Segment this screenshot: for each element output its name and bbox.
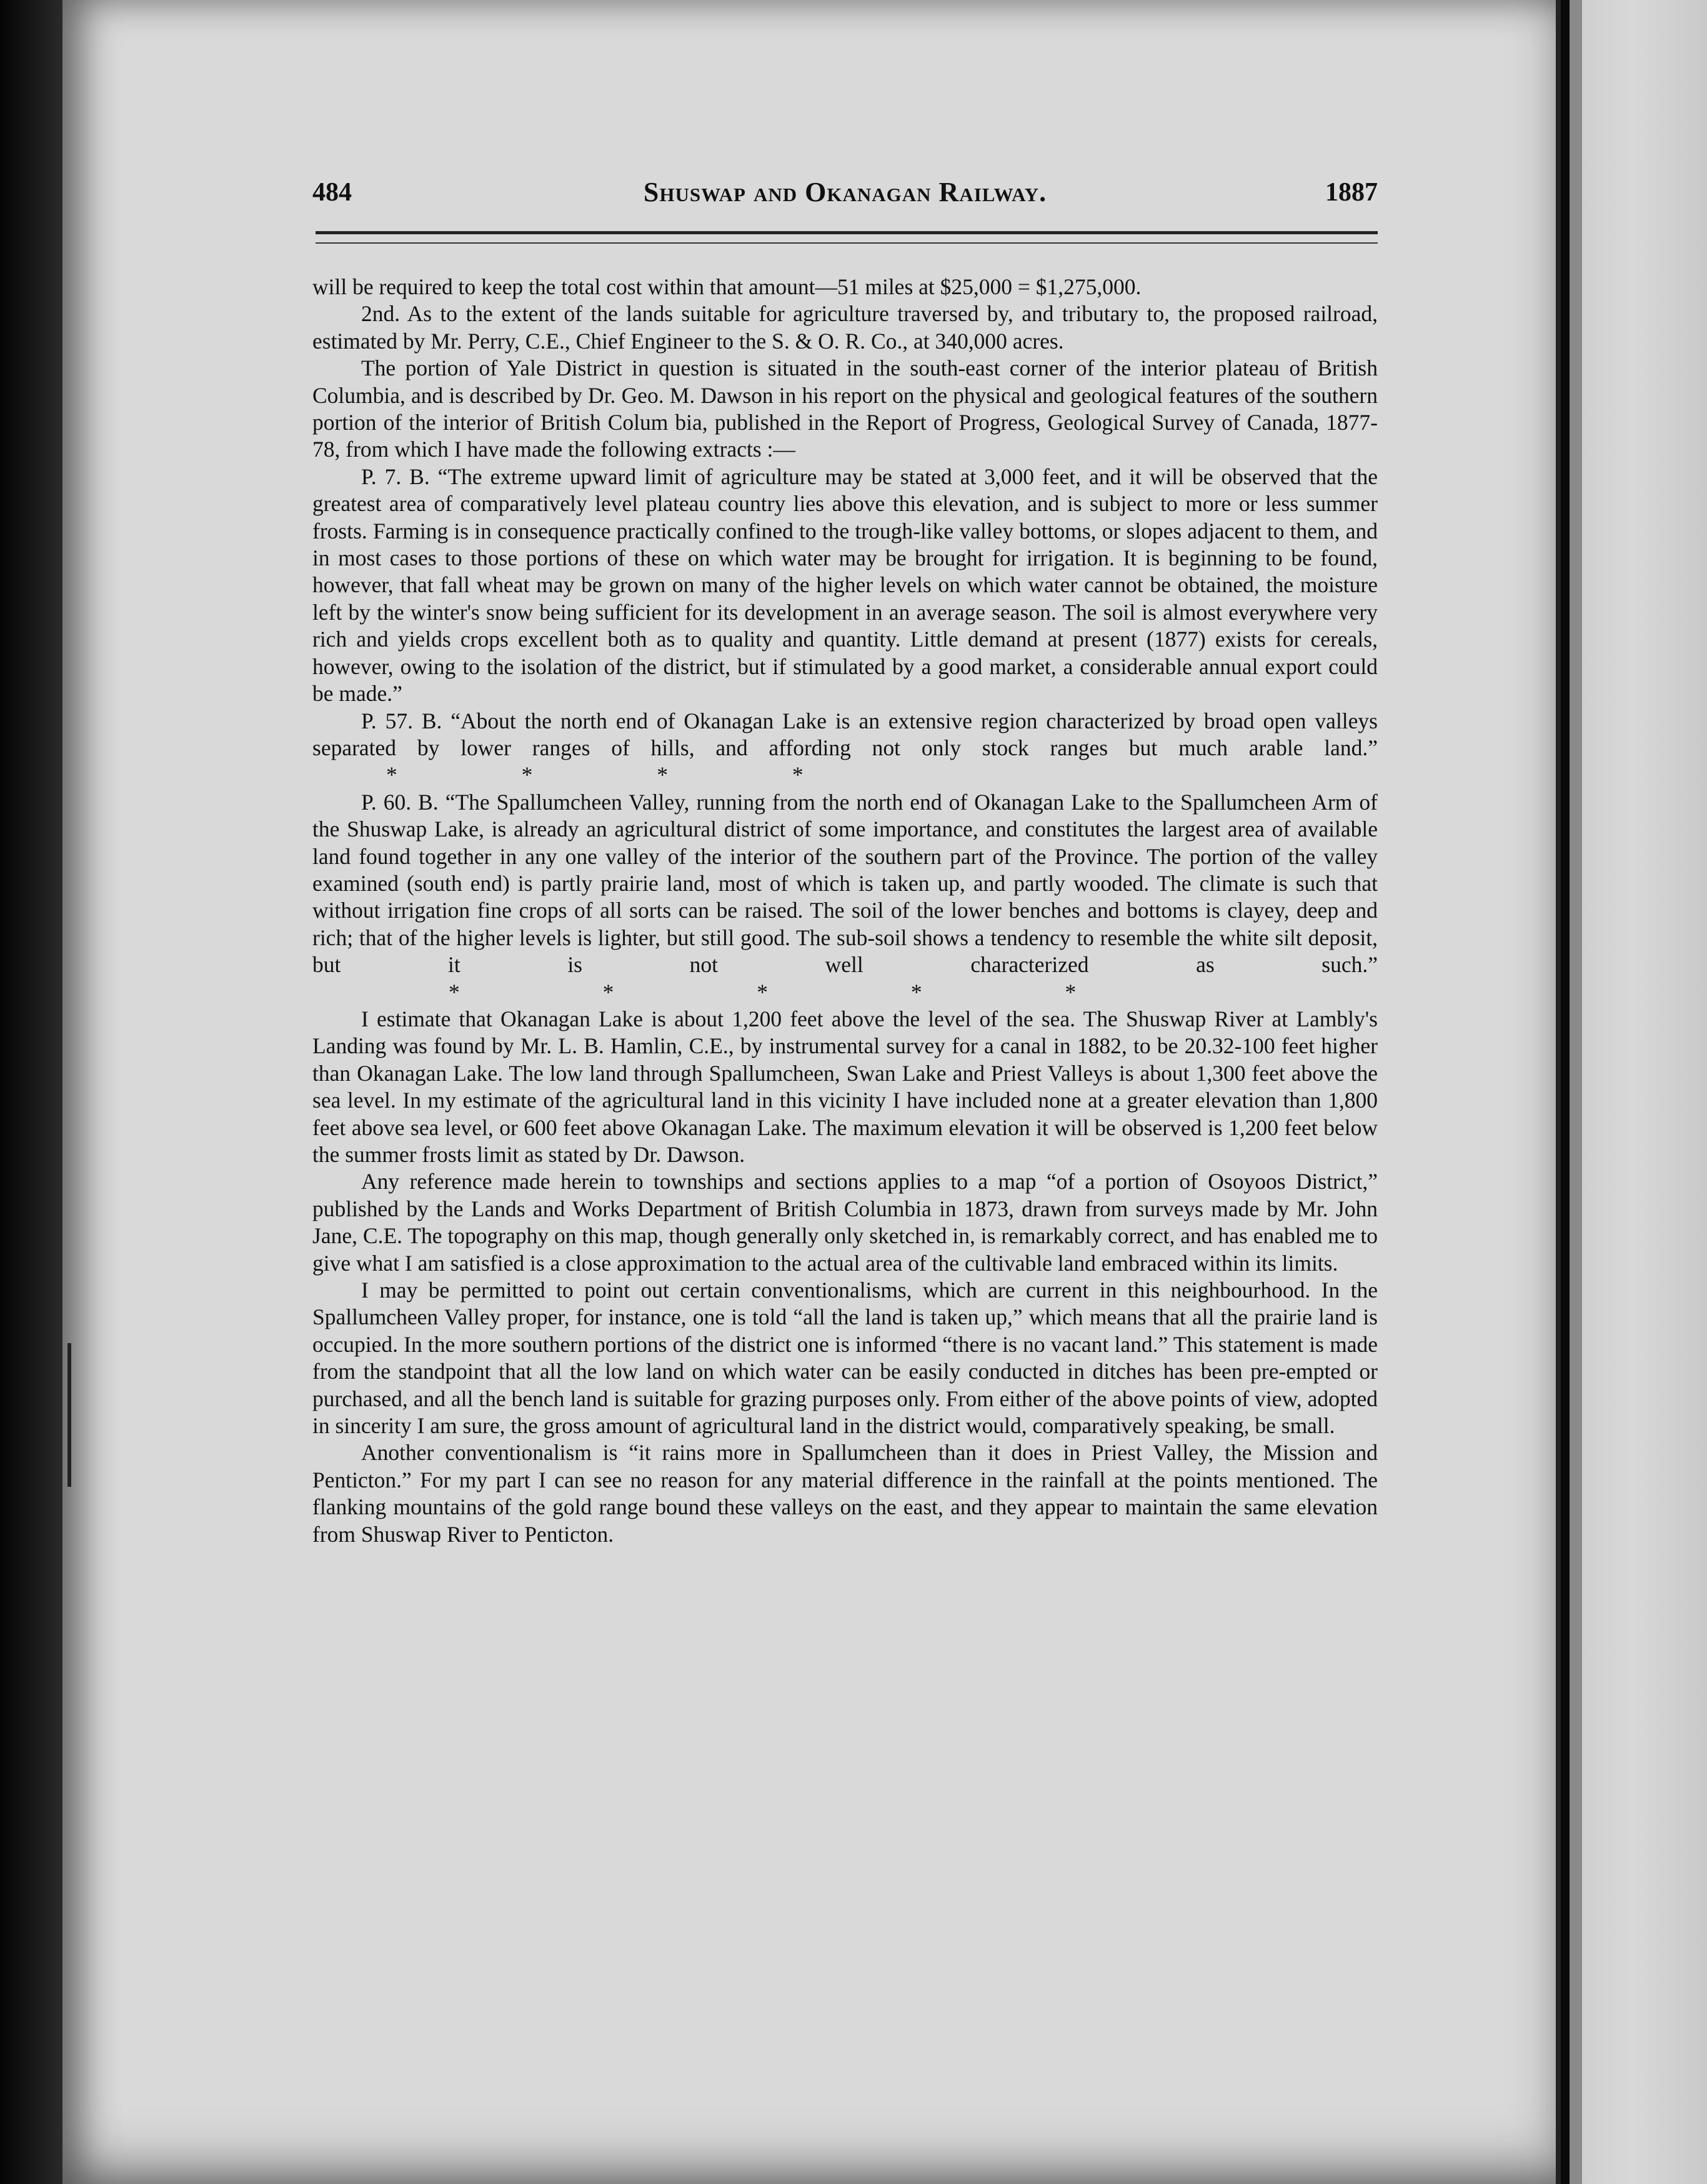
header-year: 1887 — [1325, 178, 1378, 207]
paragraph: 2nd. As to the extent of the lands suitable for agriculture traversed by, and tributary to, the proposed railroad, estimated by Mr. Perry, C.E., Chief Engineer to the S. & O. R. Co., at 340,000 acres. — [312, 301, 1378, 354]
paragraph-with-ellipsis — [312, 708, 1378, 789]
binding-bar — [1561, 0, 1570, 2184]
paragraph-text: P. 60. B. “The Spallumcheen Valley, running from the north end of Okanagan Lake to the Spallumcheen Arm of the Shuswap Lake, is already an agricultural district of some importance, and constitutes the largest area of available land found together in any one valley of the interior of the southern part of the Province. The portion of the valley examined (south end) is partly prairie land, most of which is taken up, and partly wooded. The climate is such that without irrigation fine crops of all sorts can be raised. The soil of the lower benches and bottoms is clayey, deep and rich; that of the higher levels is lighter, but still good. The sub-soil shows a tendency to resemble the white silt deposit, but it is not well characterized as such.” — [312, 789, 1378, 978]
ellipsis-stars: * * * * — [386, 762, 804, 788]
paragraph-with-ellipsis — [312, 789, 1378, 1006]
page-number: 484 — [312, 178, 352, 207]
running-header — [312, 174, 1378, 217]
paragraph: will be required to keep the total cost within that amount—51 miles at $25,000 = $1,275,000. — [312, 274, 1142, 299]
header-rule — [316, 231, 1378, 234]
adjacent-page — [1582, 0, 1707, 2184]
paragraph: Any reference made herein to townships and sections applies to a map “of a portion of Osoyoos District,” published by the Lands and Works Department of British Columbia in 1873, drawn from surveys made by Mr. John Jane, C.E. The topography on this map, though generally only sketched in, is remarkably correct, and has enabled me to give what I am satisfied is a close approximation to the actual area of the cultivable land embraced within its limits. — [312, 1169, 1378, 1276]
paragraph: I may be permitted to point out certain conventionalisms, which are current in this neighbourhood. In the Spallumcheen Valley proper, for instance, one is told “all the land is taken up,” which means that all the prairie land is occupied. In the more southern portions of the district one is informed “there is no vacant land.” This statement is made from the standpoint that all the low land on which water can be easily conducted in ditches has been pre-empted or purchased, and all the bench land is suitable for grazing purposes only. From either of the above points of view, adopted in sincerity I am sure, the gross amount of agricultural land in the district would, comparatively speaking, be small. — [312, 1278, 1378, 1439]
paragraph-text: P. 57. B. “About the north end of Okanagan Lake is an extensive region characterized by broad open valleys separated by lower ranges of hills, and affording not only stock ranges but much arable land.” — [312, 708, 1378, 760]
paragraph: I estimate that Okanagan Lake is about 1,200 feet above the level of the sea. The Shuswap River at Lambly's Landing was found by Mr. L. B. Hamlin, C.E., by instrumental survey for a canal in 1882, to be 20.32-100 feet higher than Okanagan Lake. The low land through Spallumcheen, Swan Lake and Priest Valleys is about 1,300 feet above the sea level. In my estimate of the agricultural land in this vicinity I have included none at a greater elevation than 1,800 feet above sea level, or 600 feet above Okanagan Lake. The maximum elevation it will be observed is 1,200 feet below the summer frosts limit as stated by Dr. Dawson. — [312, 1006, 1378, 1167]
running-title: Shuswap and Okanagan Railway. — [643, 177, 1047, 207]
header-rule-thin — [316, 242, 1378, 244]
scan-background-left — [0, 0, 69, 2184]
paragraph: The portion of Yale District in question is situated in the south-east corner of the interior plateau of British Columbia, and is described by Dr. Geo. M. Dawson in his report on the physical and geological features of the southern portion of the interior of British Colum bia, published in the Report of Progress, Geological Survey of Canada, 1877-78, from which I have made the following extracts :— — [312, 355, 1378, 462]
page-edge-strip — [1570, 0, 1582, 2184]
scan-artifact — [67, 1343, 71, 1487]
paragraph: P. 7. B. “The extreme upward limit of agriculture may be stated at 3,000 feet, and it will be observed that the greatest area of comparatively level plateau country lies above this elevation, and is subject to more or less summer frosts. Farming is in consequence practically confined to the trough-like valley bottoms, or slopes adjacent to them, and in most cases to those portions of these on which water may be brought for irrigation. It is beginning to be found, however, that fall wheat may be grown on many of the higher levels on which water cannot be obtained, the moisture left by the winter's snow being sufficient for its development in an average season. The soil is almost everywhere very rich and yields crops excellent both as to quality and quantity. Little demand at present (1877) exists for cereals, however, owing to the isolation of the district, but if stimulated by a good market, a considerable annual export could be made.” — [312, 464, 1378, 707]
ellipsis-stars: * * * * * — [449, 979, 1077, 1005]
paragraph: Another conventionalism is “it rains more in Spallumcheen than it does in Priest Valley, the Mission and Penticton.” For my part I can see no reason for any material difference in the rainfall at the points mentioned. The flanking mountains of the gold range bound these valleys on the east, and they appear to maintain the same elevation from Shuswap River to Penticton. — [312, 1440, 1378, 1547]
body-text — [312, 274, 1378, 1548]
